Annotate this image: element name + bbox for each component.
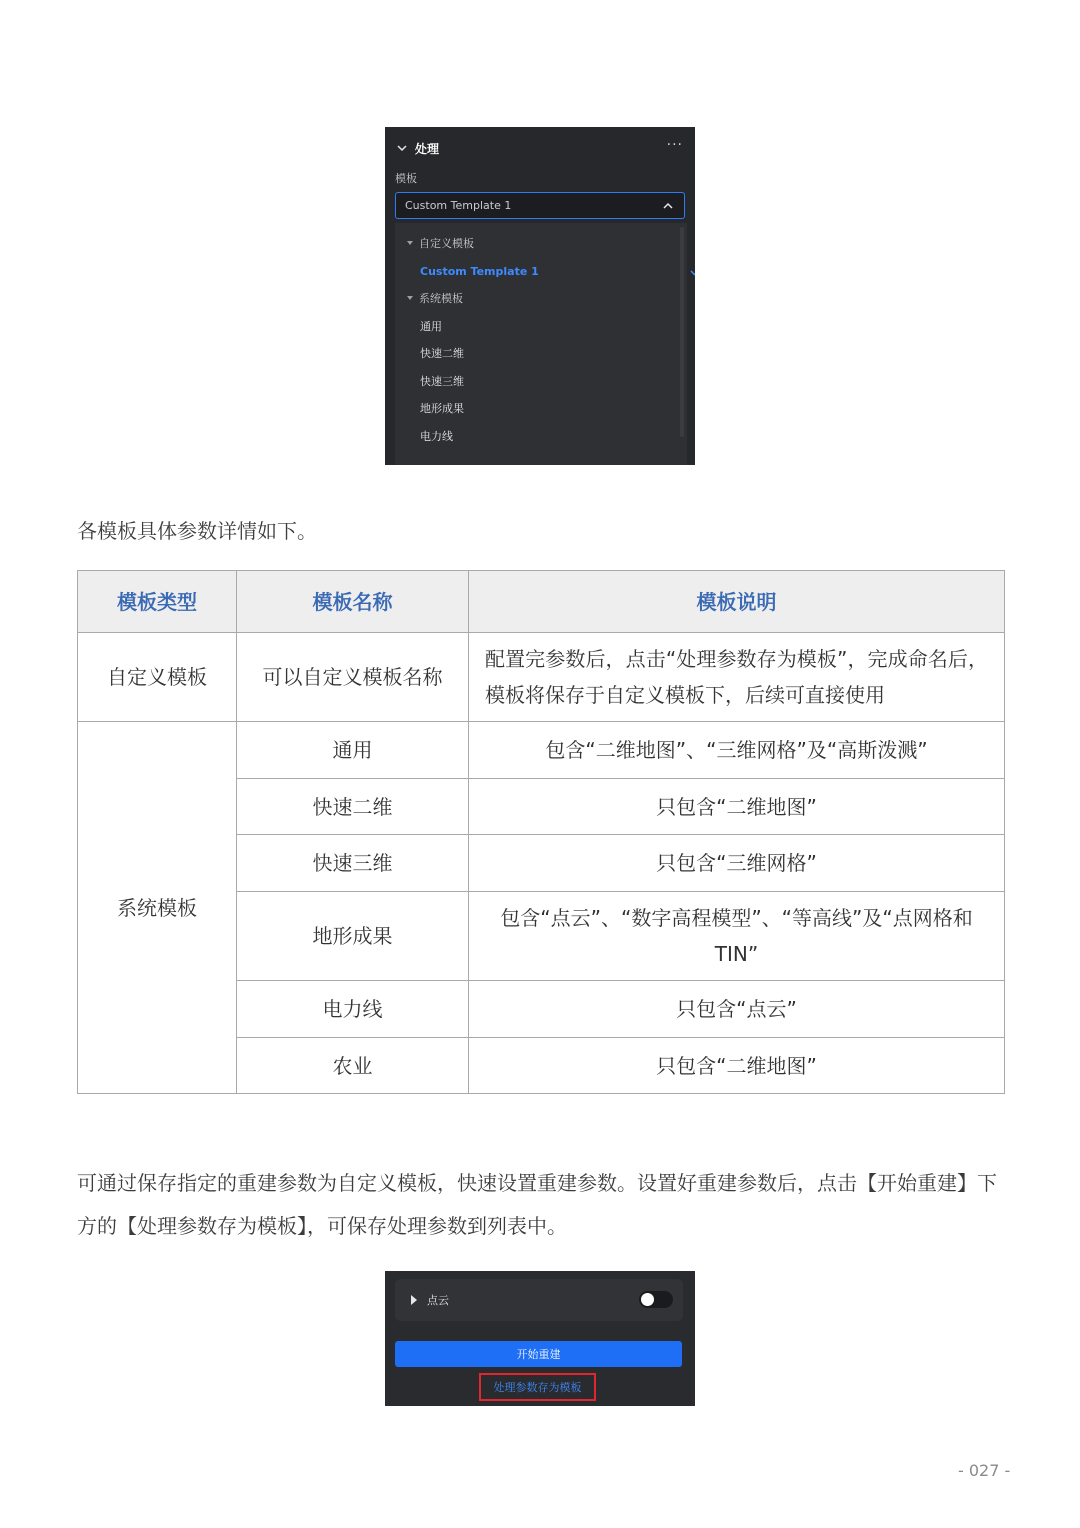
cell-name: 快速二维 xyxy=(237,779,469,835)
cell-description: 配置完参数后，点击“处理参数存为模板”，完成命名后，模板将保存于自定义模板下，后续可直接使用 xyxy=(469,633,1005,722)
header-template-name: 模板名称 xyxy=(237,571,469,633)
caret-right-icon xyxy=(411,1295,417,1305)
dropdown-item-general[interactable] xyxy=(395,316,695,336)
cell-type-system: 系统模板 xyxy=(78,722,237,1094)
check-icon xyxy=(690,266,695,276)
template-select-value: Custom Template 1 xyxy=(405,199,512,212)
cell-description: 只包含“三维网格” xyxy=(469,835,1005,892)
start-reconstruct-button[interactable]: 开始重建 xyxy=(395,1341,682,1367)
template-select[interactable] xyxy=(395,192,685,219)
dropdown-item-label: 快速三维 xyxy=(420,375,464,388)
cell-name: 电力线 xyxy=(237,981,469,1038)
caret-down-icon xyxy=(407,296,413,300)
chevron-up-icon xyxy=(662,201,674,211)
section-label: 点云 xyxy=(427,1294,449,1307)
dropdown-item-quick-3d[interactable] xyxy=(395,371,695,391)
table-row xyxy=(78,722,1005,779)
dropdown-item-label: 电力线 xyxy=(420,430,453,443)
processing-panel xyxy=(385,127,695,465)
dropdown-item-label: 快速二维 xyxy=(420,347,464,360)
group-label: 自定义模板 xyxy=(419,237,474,250)
group-label: 系统模板 xyxy=(419,292,463,305)
chevron-down-icon xyxy=(395,141,409,155)
group-system-templates[interactable] xyxy=(395,288,695,308)
intro-paragraph: 各模板具体参数详情如下。 xyxy=(77,519,317,543)
dropdown-item-label: 通用 xyxy=(420,320,442,333)
dropdown-item-custom-template-1[interactable] xyxy=(395,261,695,281)
caret-down-icon xyxy=(407,241,413,245)
toggle-knob xyxy=(641,1293,654,1306)
cell-name: 地形成果 xyxy=(237,892,469,981)
table-header-row xyxy=(78,571,1005,633)
cell-name: 可以自定义模板名称 xyxy=(237,633,469,722)
panel-title: 处理 xyxy=(415,141,440,156)
table-row xyxy=(78,633,1005,722)
cell-name: 快速三维 xyxy=(237,835,469,892)
cell-description: 只包含“二维地图” xyxy=(469,779,1005,835)
page-number: - 027 - xyxy=(958,1461,1011,1480)
point-cloud-section[interactable] xyxy=(395,1279,683,1321)
group-custom-templates[interactable] xyxy=(395,233,695,253)
cell-description: 只包含“点云” xyxy=(469,981,1005,1038)
panel-header[interactable] xyxy=(395,139,439,157)
header-template-description: 模板说明 xyxy=(469,571,1005,633)
dropdown-item-label: 地形成果 xyxy=(420,402,464,415)
template-dropdown xyxy=(395,223,687,465)
cell-type: 自定义模板 xyxy=(78,633,237,722)
dropdown-item-label: Custom Template 1 xyxy=(420,264,539,278)
more-options-icon[interactable]: ··· xyxy=(666,137,683,153)
dropdown-item-powerline[interactable] xyxy=(395,426,695,446)
save-template-paragraph: 可通过保存指定的重建参数为自定义模板，快速设置重建参数。设置好重建参数后，点击【开始重建】下方的【处理参数存为模板】，可保存处理参数到列表中。 xyxy=(77,1171,997,1238)
cell-description: 只包含“二维地图” xyxy=(469,1038,1005,1094)
reconstruct-panel xyxy=(385,1271,695,1406)
cell-description: 包含“点云”、“数字高程模型”、“等高线”及“点网格和 TIN” xyxy=(469,892,1005,981)
cell-description: 包含“二维地图”、“三维网格”及“高斯泼溅” xyxy=(469,722,1005,779)
dropdown-item-terrain[interactable] xyxy=(395,398,695,418)
template-table xyxy=(77,570,1005,1094)
header-template-type: 模板类型 xyxy=(78,571,237,633)
template-label: 模板 xyxy=(395,172,417,185)
cell-name: 农业 xyxy=(237,1038,469,1094)
save-as-template-button[interactable]: 处理参数存为模板 xyxy=(479,1373,596,1401)
point-cloud-toggle[interactable] xyxy=(639,1291,673,1308)
dropdown-item-quick-2d[interactable] xyxy=(395,343,695,363)
cell-name: 通用 xyxy=(237,722,469,779)
